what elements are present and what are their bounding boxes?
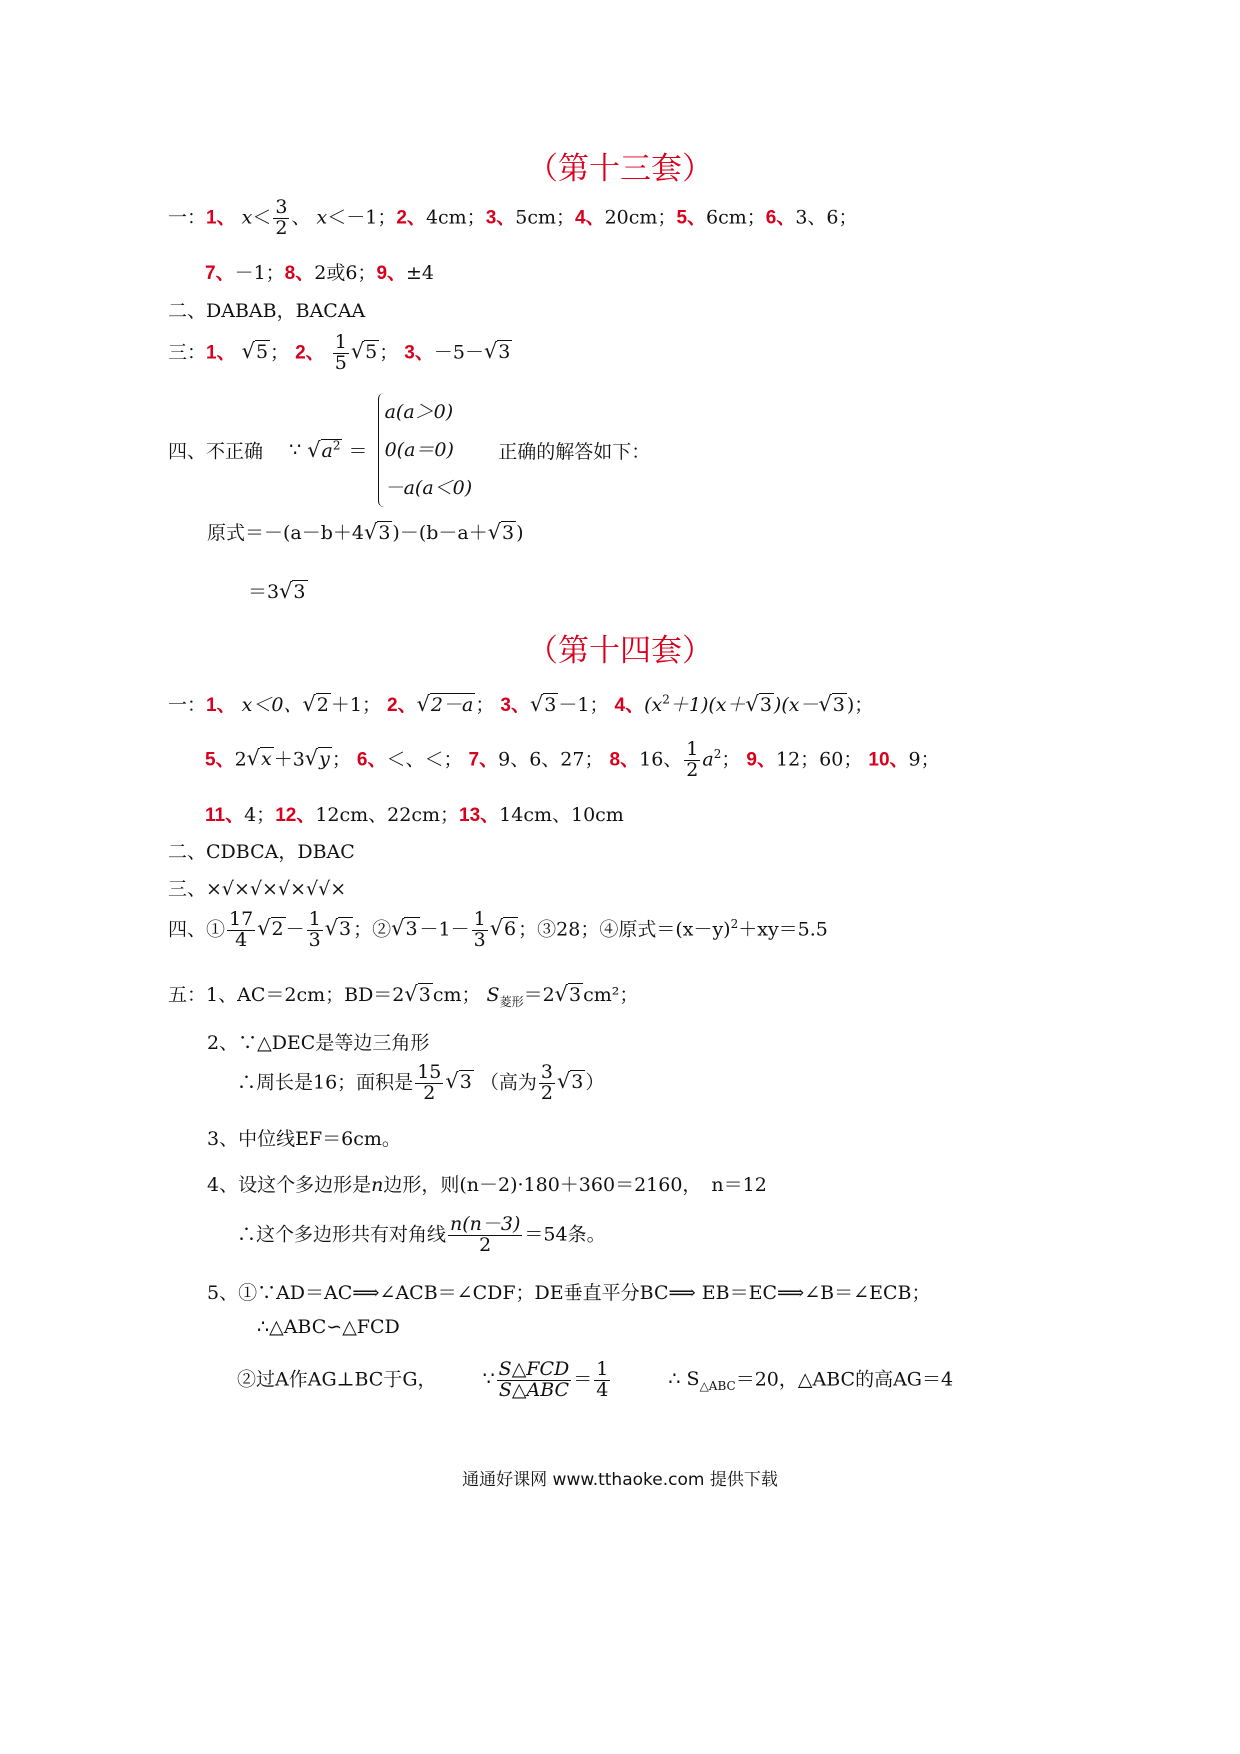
set13-section4-work1: 原式＝－(a－b＋4√3 )－(b－a＋√3 ): [207, 520, 524, 544]
set14-section5-line7: 5、①∵AD＝AC⟹∠ACB＝∠CDF；DE垂直平分BC⟹ EB＝EC⟹∠B＝∠ECB；: [207, 1282, 931, 1304]
set14-section1-line2: 5、2√x ＋3√y ； 6、＜、＜； 7、9、6、27； 8、16、 $\frac{1}{2}$ $a^2$； 9、12；60； 10、9；: [205, 738, 940, 781]
set13-title: （第十三套）: [527, 151, 713, 187]
set14-section4: 四、① $\frac{17}{4}$ √2 － $\frac{1}{3}$ √3 ；②√3 －1－ $\frac{1}{3}$ √6 ；③28；④原式$=(x-y)^2+xy=5.5$: [168, 908, 828, 951]
page-footer: 通通好课网 www.tthaoke.com 提供下载: [462, 1470, 778, 1490]
set14-section5-line3: ∴周长是16；面积是 $\frac{15}{2}$ √3 （高为 $\frac{3}{2}$ √3 ）: [237, 1061, 605, 1104]
set14-section5-line1: 五：1、AC＝2cm；BD＝2√3 cm； $S_{菱形}=2√3$ cm²；: [168, 982, 639, 1009]
set14-section5-line5: 4、设这个多边形是n边形，则(n－2)·180＋360＝2160， n＝12: [207, 1174, 767, 1196]
set13-section1-line1: 一：1、 x＜ $\frac{3}{2}$ 、 x＜－1；2、4cm；3、5cm；4、20cm；5、6cm；6、3、6；: [168, 196, 858, 239]
set14-section5-line6: ∴这个多边形共有对角线 $\frac{n(n-3)}{2}$ ＝54条。: [237, 1213, 606, 1256]
set14-section5-line2: 2、∵△DEC是等边三角形: [207, 1032, 430, 1054]
set14-section1-line1: 一：1、 x＜0、√2 ＋1； 2、√2－a ； 3、√3 －1； 4、$(x^2+1)(x+√3$ )(x－√3 )；: [168, 692, 874, 716]
set14-section3: 三、×√×√×√×√√×: [168, 878, 347, 900]
set13-section1-line2: 7、－1；8、2或6；9、±4: [205, 262, 435, 284]
set14-section5-line8: ∴△ABC∽△FCD: [257, 1316, 400, 1338]
set13-section4-work2: ＝3√3: [248, 579, 306, 603]
set14-section1-line3: 11、4；12、12cm、22cm；13、14cm、10cm: [205, 804, 624, 826]
set14-section2: 二、CDBCA，DBAC: [168, 841, 355, 863]
set13-section3: 三：1、 √5 ； 2、 $\frac{1}{5}$ √5 ； 3、－5－√3: [168, 331, 511, 374]
set14-title: （第十四套）: [527, 633, 713, 669]
set14-section5-line9: ②过A作AG⊥BC于G， ∵ $\frac{\text{S△FCD}}{\text{S△ABC}}$ ＝ $\frac{1}{4}$ ∴ $S_{\triangle ABC}=20$，△ABC的高AG＝4: [237, 1358, 954, 1401]
set13-section4: 四、不正确 ∵ $√a^2$ ＝ a(a＞0) 0(a＝0) －a(a＜0) 正确的解答如下：: [168, 393, 650, 507]
set14-section5-line4: 3、中位线EF＝6cm。: [207, 1128, 401, 1150]
set13-section2: 二、DABAB，BACAA: [168, 300, 366, 322]
